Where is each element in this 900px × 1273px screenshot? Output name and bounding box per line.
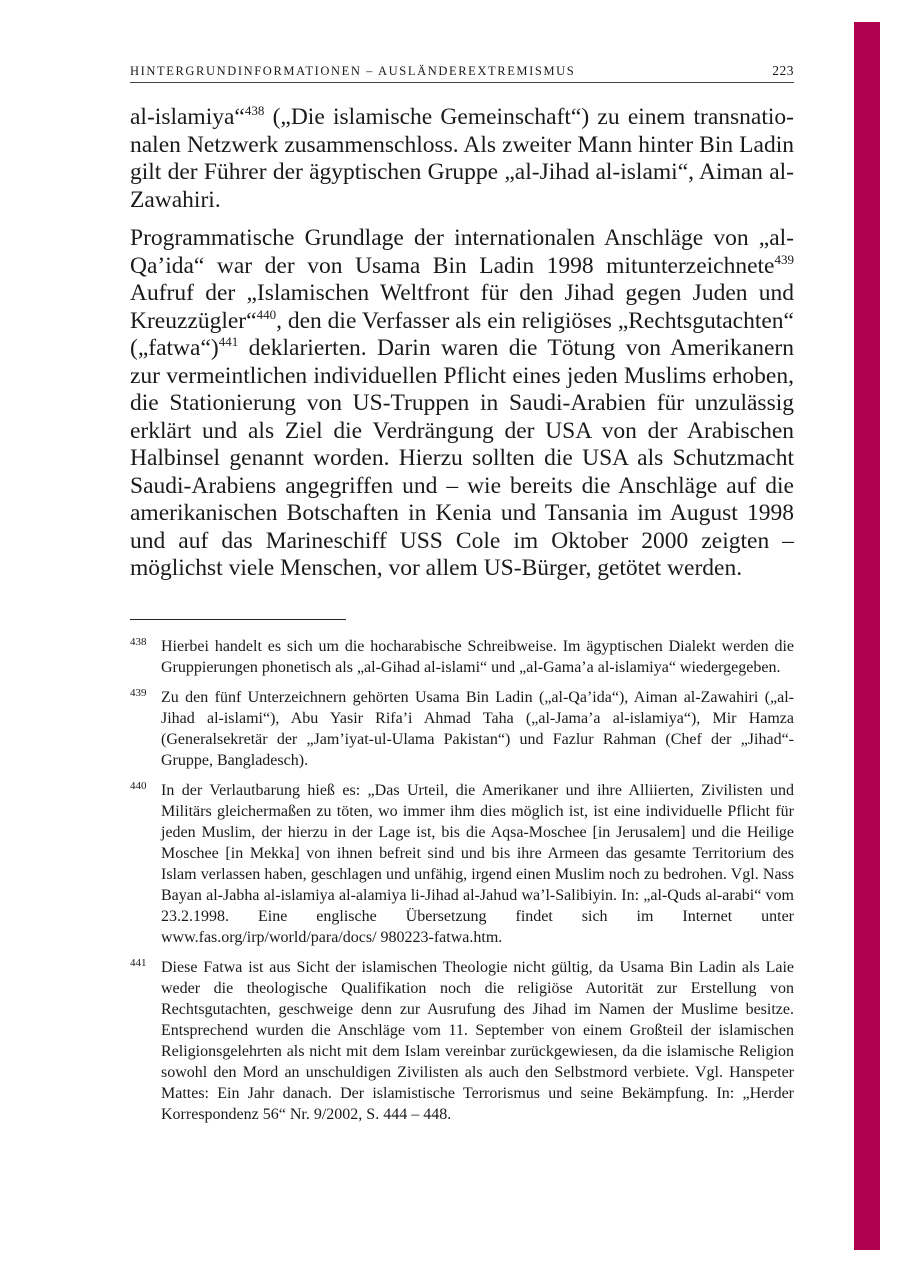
running-header: [130, 60, 794, 83]
side-color-bar: [854, 22, 880, 1250]
footnote-text: Hierbei handelt es sich um die hocharabische Schreibweise. Im ägyptischen Dialekt werden die Gruppierungen phonetisch als „al-Gihad al-islami“ und „al-Gama’a al-islamiya“ wiedergegeben.: [161, 638, 794, 676]
paragraph-1: al-islamiya“$^{438}$ („Die islamische Gemeinschaft“) zu einem transnationalen Netzwerk zusammenschloss. Als zweiter Mann hinter Bin Ladin gilt der Führer der ägyptischen Gruppe „al-Jihad al-islami“, Aiman al-Zawahiri.: [130, 103, 794, 213]
paragraph-2: Programmatische Grundlage der internationalen Anschläge von „al-Qa’ida“ war der von Usama Bin Ladin 1998 mitunterzeichnete$^{439}$ Aufruf der „Islamischen Weltfront für den Jihad gegen Juden und Kreuzzügler“$^{440}$, den die Verfasser als ein religiöses „Rechtsgutachten“ („fatwa“)$^{441}$ deklarierten. Darin waren die Tötung von Amerikanern zur vermeintlichen individuellen Pflicht eines jeden Muslims erhoben, die Stationierung von US-Truppen in Saudi-Arabien für unzulässig erklärt und als Ziel die Verdrängung der USA von der Arabischen Halbinsel genannt worden. Hierzu sollten die USA als Schutzmacht Saudi-Arabiens angegriffen und – wie bereits die Anschläge auf die amerikanischen Botschaften in Kenia und Tansania im August 1998 und auf das Marineschiff USS Cole im Oktober 2000 zeigten – möglichst viele Menschen, vor allem US-Bürger, getötet werden.: [130, 225, 794, 581]
footnote-separator: [130, 619, 346, 620]
footnote-ref-439[interactable]: 439: [774, 251, 794, 267]
footnotes: [130, 636, 794, 1134]
footnote-number: 439: [130, 687, 147, 699]
footnote-text: Zu den fünf Unterzeichnern gehörten Usama Bin Ladin („al-Qa’ida“), Aiman al-Zawahiri („al-Jihad al-islami“), Abu Yasir Rifa’i Ahmad Taha („al-Jama’a al-islamiya“), Mir Hamza (Generalsekretär der „Jam’iyat-ul-Ulama Pakistan“) und Fazlur Rahman (Chef der „Jihad“-Gruppe, Bangladesch).: [161, 689, 794, 769]
footnote-number: 438: [130, 636, 147, 648]
footnote-ref-438[interactable]: 438: [244, 103, 265, 119]
header-title: HINTERGRUNDINFORMATIONEN – AUSLÄNDEREXTREMISMUS: [130, 64, 576, 78]
footnote-text: Diese Fatwa ist aus Sicht der islamischen Theologie nicht gültig, da Usama Bin Ladin als Laie weder die theologische Qualifikation noch die religiöse Autorität zur Erstellung von Rechtsgutachten, geschweige denn zur Ausrufung des Jihad im Namen der Muslime besitze. Entsprechend wurden die Anschläge vom 11. September von einem Großteil der islamischen Religionsgelehrten als nicht mit dem Islam vereinbar zurückgewiesen, da die islamische Religion sowohl den Mord an unschuldigen Zivilisten als auch den Selbstmord verbiete. Vgl. Hanspeter Mattes: Ein Jahr danach. Der islamistische Terrorismus und seine Bekämpfung. In: „Herder Korrespondenz 56“ Nr. 9/2002, S. 444 – 448.: [161, 959, 794, 1123]
main-text: [130, 104, 794, 594]
page-number: 223: [772, 63, 794, 78]
footnote-number: 440: [130, 780, 147, 792]
footnote-440: [130, 780, 794, 948]
footnote-number: 441: [130, 957, 147, 969]
footnote-text: In der Verlautbarung hieß es: „Das Urteil, die Amerikaner und ihre Alliierten, Zivilisten und Militärs gleichermaßen zu töten, wo immer ihm dies möglich ist, ist eine individuelle Pflicht für jeden Muslim, der hierzu in der Lage ist, bis die Aqsa-Moschee [in Jerusalem] und die Heilige Moschee [in Mekka] von ihnen befreit sind und bis ihre Armeen das gesamte Territorium des Islam verlassen haben, geschlagen und unfähig, irgend einen Muslim noch zu bedrohen. Vgl. Nass Bayan al-Jabha al-islamiya al-alamiya li-Jihad al-Jahud wa’l-Salibiyin. In: „al-Quds al-arabi“ vom 23.2.1998. Eine englische Übersetzung findet sich im Internet unter www.fas.org/irp/world/para/docs/ 980223-fatwa.htm.: [161, 782, 794, 946]
footnote-ref-441[interactable]: 441: [218, 334, 239, 350]
footnote-441: [130, 957, 794, 1125]
footnote-438: [130, 636, 794, 678]
footnote-439: [130, 687, 794, 771]
footnote-ref-440[interactable]: 440: [256, 306, 277, 322]
